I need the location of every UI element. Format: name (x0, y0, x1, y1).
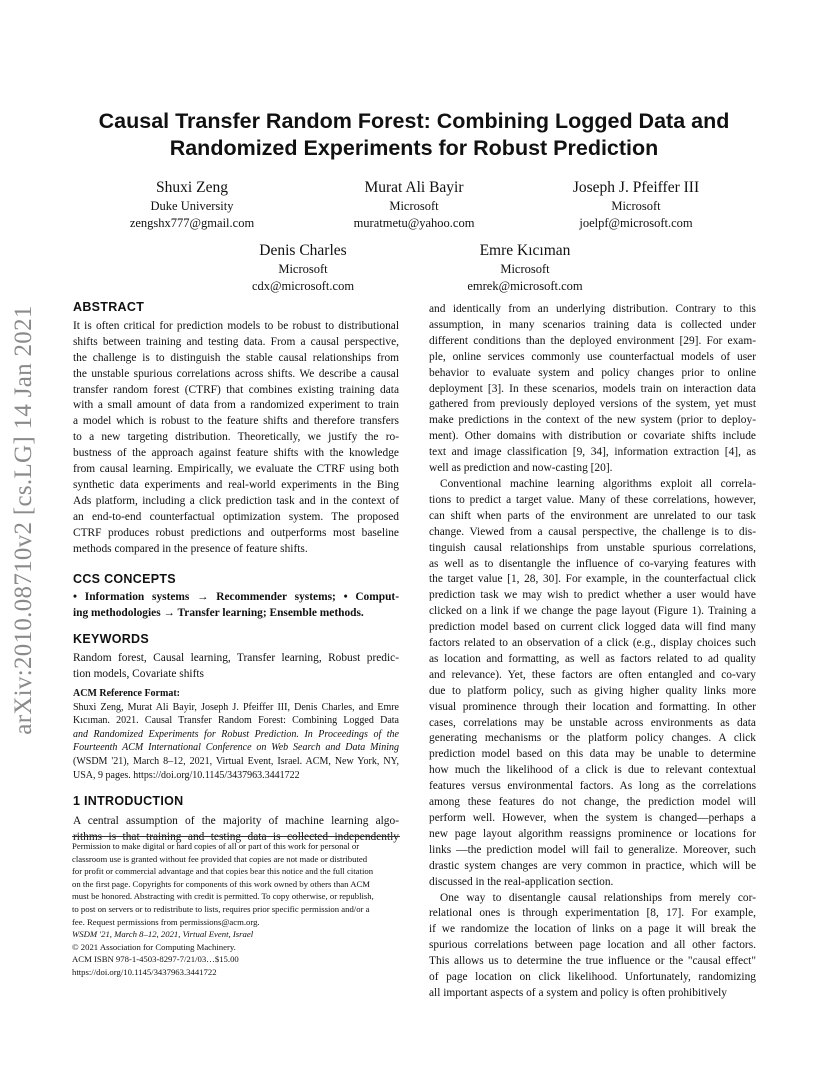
title-line: Causal Transfer Random Forest: Combining Logged Data and (98, 109, 730, 133)
author-name: Murat Ali Bayir (364, 179, 464, 196)
body-text-line: ment). Other domains with distribution or covariate shifts include (429, 430, 756, 443)
keywords-line: Random forest, Causal learning, Transfer learning, Robust predic- (73, 652, 399, 665)
abstract-line: bustness of the approach against feature shifts with the knowledge (73, 447, 399, 460)
abstract-line: with a small amount of data from a randomized experiment to train (73, 399, 399, 412)
body-text-line: change. Viewed from a causal perspective, the challenge is to dis- (429, 525, 756, 538)
body-text-line: the target value [1, 28, 30]. For example, in the counterfactual click (429, 573, 756, 586)
arxiv-identifier: arXiv:2010.08710v2 [cs.LG] 14 Jan 2021 (10, 305, 37, 735)
body-text-line: and identically from an underlying distribution. Contrary to this (429, 303, 756, 315)
body-text-line: make predictions in the context of the new system (prior to deploy- (429, 414, 756, 427)
body-text-line: all important aspects of a system and policy is often prohibitively (429, 986, 727, 999)
abstract-line: Ads platform, including a click prediction task and in the context of (73, 494, 399, 507)
footnote-divider (72, 836, 400, 837)
author-name: Shuxi Zeng (156, 179, 228, 196)
body-text-line: prediction task we may wish to predict whether a user would have (429, 589, 756, 602)
introduction-heading: 1 INTRODUCTION (73, 794, 184, 809)
acm-reference-line: (WSDM '21), March 8–12, 2021, Virtual Event, Israel. ACM, New York, NY, (73, 755, 399, 767)
body-text-line: behavior to evaluate system and policy changes prior to online (429, 366, 756, 379)
body-text-line: text and image classification [9, 34], information extraction [4], as (429, 446, 756, 459)
footnote-line: on the first page. Copyrights for components of this work owned by others than ACM (72, 878, 370, 889)
footnote-line: for profit or commercial advantage and that copies bear this notice and the full citation (72, 866, 374, 877)
body-text-line: of page location on click likelihood. Unfortunately, randomizing (429, 971, 756, 984)
author-block (405, 241, 645, 295)
body-text-line: perform well. However, when the system is changed—perhaps a (429, 812, 756, 824)
body-text-line: features versus environmental factors. As long as the correlations (429, 780, 756, 793)
title-line: Randomized Experiments for Robust Prediction (169, 136, 659, 160)
acm-reference-line: and Randomized Experiments for Robust Prediction. In Proceedings of the (73, 728, 399, 740)
body-text-line: different conditions than the deployed environment [29]. For exam- (429, 334, 756, 347)
introduction-line: A central assumption of the majority of machine learning algo- (73, 815, 399, 827)
author-affiliation: Duke University (150, 199, 234, 213)
body-text-line: due to platform policy, such as giving higher quality links more (429, 684, 756, 697)
footnote-line: WSDM '21, March 8–12, 2021, Virtual Event, Israel (72, 929, 254, 940)
author-block (516, 178, 756, 232)
abstract-heading: ABSTRACT (73, 300, 145, 314)
acm-reference-line: Fourteenth ACM International Conference on Web Search and Data Mining (73, 742, 399, 754)
body-text-line: as well as to disentangle the influence of co-varying features with (429, 557, 756, 570)
author-block (72, 178, 312, 232)
body-text-line: well as prediction and now-casting [20]. (429, 462, 613, 475)
acm-reference-heading: ACM Reference Format: (73, 687, 180, 699)
acm-reference-line: Kıcıman. 2021. Causal Transfer Random Forest: Combining Logged Data (73, 715, 399, 727)
body-text-line: can shift when parts of the environment are unrelated to our task (429, 509, 756, 522)
body-text-line: among these features do not change, the prediction model will (429, 796, 756, 809)
abstract-line: transfer random forest (CTRF) that combines existing training data (73, 383, 399, 396)
abstract-line: shifts between training and testing data. From a causal perspective, (73, 335, 399, 348)
body-text-line: assumption, in many scenarios training data is collected under (429, 318, 756, 331)
abstract-line: the challenge is to distinguish the stable causal relationships from (73, 351, 399, 364)
abstract-body (73, 319, 399, 558)
body-text-line: tions to predict a target value. Many of these correlations, however, (429, 493, 756, 506)
author-name: Emre Kıcıman (479, 242, 571, 259)
body-text-line: visual prominence through their location and formatting. In other (429, 700, 756, 713)
abstract-line: the unstable spurious correlations across shifts. We describe a causal (73, 367, 399, 380)
body-text-line: new page layout algorithm reassigns prominence or locations for (429, 827, 756, 840)
author-email: joelpf@microsoft.com (579, 216, 693, 230)
footnote-line: Permission to make digital or hard copies of all or part of this work for personal or (72, 841, 360, 851)
permission-footnote (72, 836, 400, 979)
body-text-line: discussed in the real-application section. (429, 875, 614, 888)
footnote-line: ACM ISBN 978-1-4503-8297-7/21/03…$15.00 (72, 954, 239, 965)
author-name: Joseph J. Pfeiffer III (572, 179, 700, 196)
abstract-line: a model which is robust to the feature shifts and therefore transfers (73, 415, 399, 428)
author-block (183, 241, 423, 295)
author-block (294, 178, 534, 232)
abstract-line: to a new targeting distribution. Theoretically, we justify the ro- (73, 431, 399, 444)
author-affiliation: Microsoft (611, 199, 661, 213)
ccs-line: ing methodologies → Transfer learning; Ensemble methods. (73, 607, 364, 620)
abstract-line: synthetic data experiments and real-world experiments in the Bing (73, 478, 399, 491)
abstract-line: from causal learning. Empirically, we evaluate the CTRF using both (73, 463, 399, 476)
body-text-line: ple, online services commonly use counterfactual models of user (429, 350, 756, 363)
footnote-line: to post on servers or to redistribute to lists, requires prior specific permission and/or a (72, 903, 370, 914)
arxiv-stamp (0, 285, 48, 755)
footnote-line: must be honored. Abstracting with credit is permitted. To copy otherwise, or republish, (72, 891, 374, 902)
acm-reference-line: Shuxi Zeng, Murat Ali Bayir, Joseph J. Pfeiffer III, Denis Charles, and Emre (73, 701, 399, 713)
keywords-heading: KEYWORDS (73, 632, 150, 647)
footnote-line: fee. Request permissions from permissions@acm.org. (72, 916, 260, 927)
body-text-line: gathered from previously deployed versions of the system, yet must (429, 398, 756, 411)
introduction-line: rithms is that training and testing data is collected independently (73, 830, 399, 843)
abstract-line: CTRF produces robust predictions and outperforms most baseline (73, 526, 399, 539)
abstract-line: an end-to-end counterfactual optimization system. The proposed (73, 510, 399, 523)
ccs-heading: CCS CONCEPTS (73, 571, 176, 586)
body-text-line: prediction model based on current click logged data will find many (429, 621, 756, 634)
footnote-line: https://doi.org/10.1145/3437963.3441722 (72, 966, 217, 977)
author-email: muratmetu@yahoo.com (353, 216, 475, 230)
body-text-line: This allows us to determine the true influence or the "causal effect" (429, 955, 756, 968)
abstract-line: It is often critical for prediction models to be robust to distributional (73, 319, 399, 332)
body-text-line: clicked on a link if we change the page layout (Figure 1). Training a (429, 605, 756, 618)
body-text-line: tinguish causal relationships from unstable spurious correlations, (429, 541, 756, 554)
body-text-line: prediction model based on this data may be unable to determine (429, 748, 756, 761)
abstract-line: methods compared in the presence of feature shifts. (73, 542, 308, 555)
ccs-line: • Information systems → Recommender systems; • Comput- (73, 591, 399, 604)
body-text-line: as location and formatting, as well as factors related to ad quality (429, 652, 756, 665)
footnote-line: classroom use is granted without fee provided that copies are not made or distributed (72, 853, 368, 864)
author-email: emrek@microsoft.com (467, 279, 583, 293)
right-column (429, 302, 756, 1002)
author-email: zengshx777@gmail.com (129, 216, 255, 230)
acm-reference (73, 687, 399, 782)
body-text-line: if we randomize the location of links on a page it will break the (429, 923, 756, 936)
body-text-line: links —the prediction model will fail to generalize. Moreover, such (429, 843, 756, 856)
author-affiliation: Microsoft (389, 199, 439, 213)
author-affiliation: Microsoft (500, 262, 550, 276)
body-text-line: how much the likelihood of a click is due to relevant contextual (429, 764, 756, 777)
paper-title (60, 108, 768, 162)
body-text-line: factors related to an observation of a click (e.g., display choices such (429, 637, 756, 650)
body-text-line: generating mechanisms or the platform policy changes. A click (429, 732, 756, 745)
keywords-line: tion models, Covariate shifts (73, 668, 204, 681)
body-text-line: deployment [3]. In these scenarios, models train on interaction data (429, 382, 756, 395)
keywords-body (73, 651, 399, 683)
body-text-line: drastic system changes are very common in practice, which will be (429, 859, 756, 872)
acm-reference-line: USA, 9 pages. https://doi.org/10.1145/3437963.3441722 (73, 769, 300, 781)
body-text-line: cases, correlations may be unstable across environments as data (429, 716, 756, 729)
author-email: cdx@microsoft.com (251, 279, 355, 293)
author-name: Denis Charles (259, 242, 347, 259)
body-text-line: and relevance). Yet, these factors are often entangled and co-vary (429, 668, 756, 681)
body-text-line: relational ones is through experimentation [8, 17]. For example, (429, 907, 756, 920)
ccs-body (73, 590, 399, 622)
author-affiliation: Microsoft (278, 262, 328, 276)
body-text-line: Conventional machine learning algorithms exploit all correla- (440, 477, 756, 490)
body-text-line: spurious correlations between page location and all other factors. (429, 939, 756, 952)
footnote-line: © 2021 Association for Computing Machinery. (72, 941, 236, 952)
body-text-line: One way to disentangle causal relationships from merely cor- (440, 891, 756, 904)
left-column (73, 300, 399, 846)
